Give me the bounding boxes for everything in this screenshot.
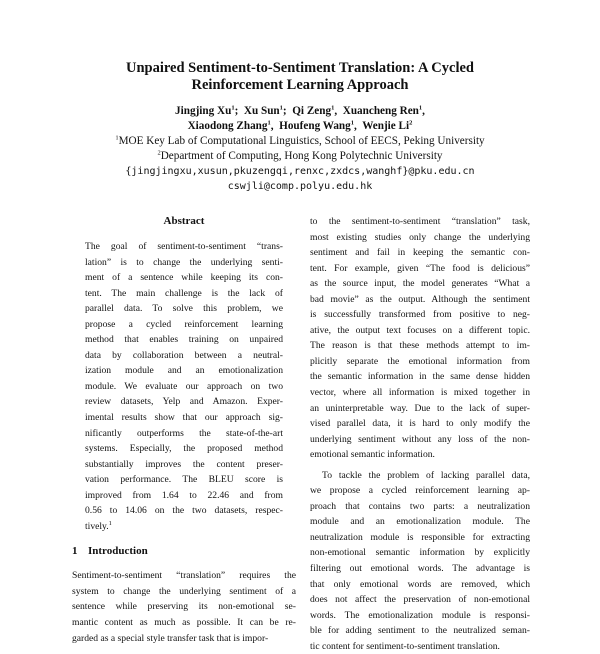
text-line: The reason is that these methods attempt to im- xyxy=(310,340,530,352)
right-column xyxy=(310,214,530,654)
author-line-2: Xiaodong Zhang$^1$, Houfeng Wang$^1$, Wenjie Li$^2$ xyxy=(187,119,413,132)
text-line: that only emotional words are removed, which xyxy=(310,578,530,590)
title-line-2: Reinforcement Learning Approach xyxy=(191,77,409,93)
text-line: to the sentiment-to-sentiment “translation” task, xyxy=(310,216,530,227)
author-name: Houfeng Wang xyxy=(279,120,351,132)
text-line: vised parallel data, it is hard to only modify the xyxy=(310,418,530,430)
text-line: the semantic information in the same dense hidden xyxy=(310,371,530,383)
author-name: Xu Sun xyxy=(243,105,280,117)
author-name: Qi Zeng xyxy=(292,105,332,117)
text-line: propose a cycled reinforcement learning xyxy=(85,318,283,330)
intro-paragraph-left xyxy=(72,568,296,646)
text-line: vation performance. The BLEU score is xyxy=(85,474,283,486)
intro-paragraph-continued xyxy=(310,214,530,463)
text-line: module. We evaluate our approach on two xyxy=(85,380,283,392)
text-line: bad movie” as the output. Although the sentiment xyxy=(310,293,530,305)
author-aff-mark: 1 xyxy=(331,104,335,112)
text-line: neutralization module is responsible for extracting xyxy=(310,531,530,543)
abstract-heading: Abstract xyxy=(163,215,205,227)
text-line: ble for adding sentiment to the neutralized seman- xyxy=(310,625,530,637)
author-name: Jingjing Xu xyxy=(175,105,232,117)
text-line: systems. Especially, the proposed method xyxy=(85,443,283,455)
abstract-body xyxy=(72,239,296,534)
author-name: Wenjie Li xyxy=(362,120,410,132)
left-column xyxy=(72,214,296,646)
text-line: The goal of sentiment-to-sentiment “trans- xyxy=(85,241,283,252)
footnote-mark: 1 xyxy=(108,519,112,527)
text-line: module and an emotionalization module. The xyxy=(310,516,530,528)
text-line: parallel data. To solve this problem, we xyxy=(85,303,283,315)
author-aff-mark: 1 xyxy=(350,119,354,127)
text-line: Sentiment-to-sentiment “translation” requires the xyxy=(72,570,296,582)
text-line: non-emotional semantic information by explicitly xyxy=(310,547,530,559)
text-line: an uninterpretable way. Due to the lack of super- xyxy=(310,402,530,414)
author-name: Xiaodong Zhang xyxy=(187,120,268,132)
affiliation-mark: 2 xyxy=(157,149,161,157)
author-line-1: Jingjing Xu$^1$; Xu Sun$^1$; Qi Zeng$^1$, Xuancheng Ren$^1$, xyxy=(175,104,425,117)
text-line: vector, where all information is mixed together in xyxy=(310,387,530,399)
text-line: tent. The main challenge is the lack of xyxy=(85,287,283,299)
text-line: review datasets, Yelp and Amazon. Exper- xyxy=(85,396,283,408)
text-line: does not affect the preservation of non-emotional xyxy=(310,594,530,606)
text-line: data by collaboration between a neutral- xyxy=(85,349,283,361)
text-line: lation” is to change the underlying senti- xyxy=(85,256,283,268)
author-aff-mark: 2 xyxy=(409,119,413,127)
text-line: emotional semantic information. xyxy=(310,449,435,461)
text-line: we propose a cycled reinforcement learning ap- xyxy=(310,485,530,497)
text-line: garded as a special style transfer task that is impor- xyxy=(72,632,269,644)
text-line: method that enables training on unpaired xyxy=(85,334,283,346)
text-line: tic content for sentiment-to-sentiment translation. xyxy=(310,640,500,652)
text-line: plicitly separate the emotional information from xyxy=(310,355,530,367)
text-line: words. The emotionalization module is responsi- xyxy=(310,609,530,621)
text-line: ization module and an emotionalization xyxy=(85,365,283,377)
text-line: proach that contains two parts: a neutralization xyxy=(310,500,530,512)
affiliation-2 xyxy=(0,149,600,164)
email-line-1: {jingjingxu,xusun,pkuzengqi,renxc,zxdcs,wanghf}@pku.edu.cn xyxy=(125,166,475,177)
text-line: filtering out emotional words. The advantage is xyxy=(310,563,530,575)
author-aff-mark: 1 xyxy=(267,119,271,127)
affiliation-text: MOE Key Lab of Computational Linguistics, School of EECS, Peking University xyxy=(118,135,485,147)
text-line: sentence while preserving its non-emotional se- xyxy=(72,601,296,613)
section-heading-introduction xyxy=(72,544,296,559)
paper-title xyxy=(0,60,600,94)
author-aff-mark: 1 xyxy=(418,104,423,112)
text-line: tent. For example, given “The food is delicious” xyxy=(310,262,530,274)
affiliation-1 xyxy=(0,134,600,149)
text-line: 0.56 to 14.06 on the two datasets, respec- xyxy=(85,505,283,517)
text-line: improved from 1.64 to 22.46 and from xyxy=(85,489,283,501)
text-line: underlying sentiment without any loss of the non- xyxy=(310,433,530,445)
text-line: ment of a sentence while keeping its con- xyxy=(85,272,283,284)
section-number: 1 xyxy=(72,545,78,558)
text-line: system to change the underlying sentiment of a xyxy=(72,585,296,597)
text-line: To tackle the problem of lacking parallel data, xyxy=(322,469,530,481)
text-line: ative, the output text focuses on a different topic. xyxy=(310,324,530,336)
text-line: as the source input, the model generates “What a xyxy=(310,278,530,290)
author-list xyxy=(0,104,600,134)
author-aff-mark: 1 xyxy=(231,104,235,112)
title-line-1: Unpaired Sentiment-to-Sentiment Translation: A Cycled xyxy=(125,60,474,76)
affiliation-text: Department of Computing, Hong Kong Polytechnic University xyxy=(160,150,443,162)
affiliation-mark: 1 xyxy=(115,134,119,142)
text-line: mantic content as much as possible. It can be re- xyxy=(72,617,296,629)
author-aff-mark: 1 xyxy=(279,104,283,112)
intro-paragraph-2 xyxy=(310,468,530,654)
author-name: Xuancheng Ren xyxy=(342,105,419,117)
text-line: substantially improves the content preser- xyxy=(85,458,283,470)
author-emails xyxy=(0,164,600,194)
section-title: Introduction xyxy=(88,545,148,558)
text-line: tively.$^1$ xyxy=(85,519,112,532)
text-line: nificantly outperforms the state-of-the-art xyxy=(85,427,283,439)
text-line: imental results show that our approach sig- xyxy=(85,412,283,424)
email-line-2: cswjli@comp.polyu.edu.hk xyxy=(227,181,373,192)
text-line: sentiment and fail in keeping the semantic con- xyxy=(310,247,530,259)
text-line: most existing studies only change the underlying xyxy=(310,231,530,243)
text-line: is successfully transformed from positive to neg- xyxy=(310,309,530,321)
affiliations xyxy=(0,134,600,164)
